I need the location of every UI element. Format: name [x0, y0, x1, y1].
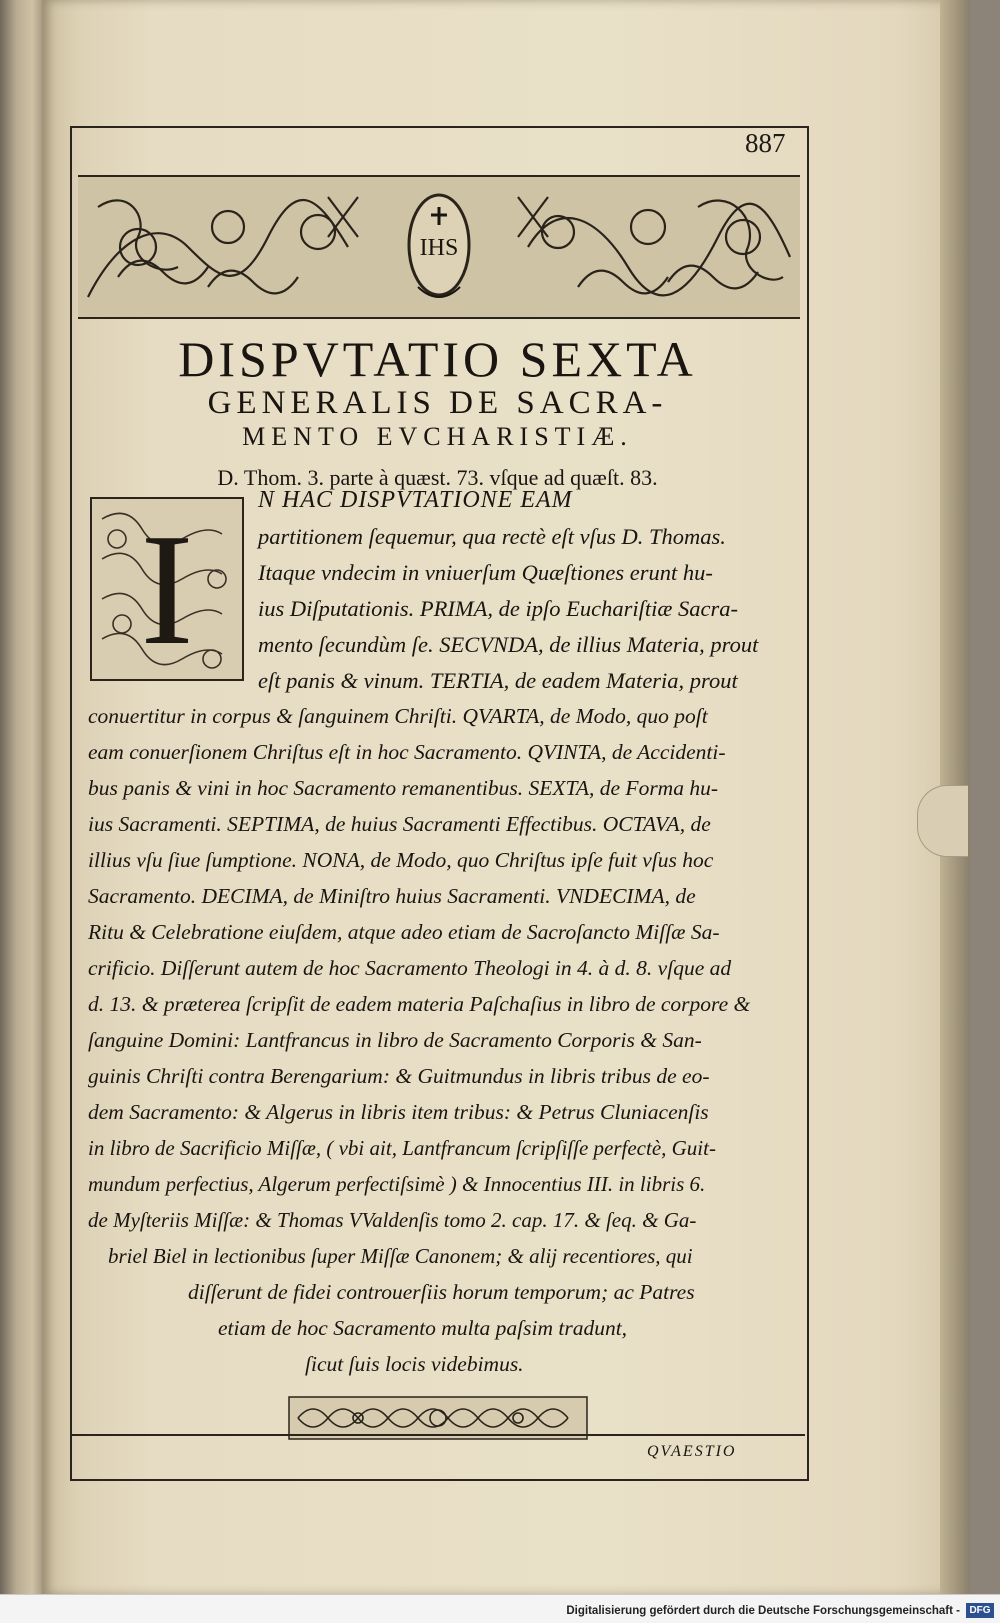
catchword-rule [70, 1434, 805, 1436]
body-line: diſſerunt de fidei controuerſiis horum temporum; ac Patres [188, 1280, 695, 1304]
body-line: briel Biel in lectionibus ſuper Miſſæ Canonem; & alij recentiores, qui [108, 1244, 693, 1268]
body-line: ſanguine Domini: Lantfrancus in libro de Sacramento Corporis & San- [88, 1028, 702, 1052]
body-line: eſt panis & vinum. TERTIA, de eadem Materia, prout [258, 668, 738, 693]
page-number: 887 [745, 128, 786, 158]
body-line: crificio. Diſſerunt autem de hoc Sacramento Theologi in 4. à d. 8. vſque ad [88, 956, 732, 980]
body-line: illius vſu ſiue ſumptione. NONA, de Modo, quo Chriſtus ipſe fuit vſus hoc [88, 848, 714, 872]
body-line: Sacramento. DECIMA, de Miniſtro huius Sacramenti. VNDECIMA, de [88, 884, 696, 908]
catchword: QVAESTIO [647, 1443, 737, 1460]
thomas-reference: D. Thom. 3. parte à quæst. 73. vſque ad quæſt. 83. [217, 465, 658, 490]
body-line: dem Sacramento: & Algerus in libris item tribus: & Petrus Cluniacenſis [88, 1100, 709, 1124]
body-line: eam conuerſionem Chriſtus eſt in hoc Sacramento. QVINTA, de Accidenti- [88, 740, 726, 764]
body-line: d. 13. & præterea ſcripſit de eadem materia Paſchaſius in libro de corpore & [88, 992, 751, 1016]
body-line: mundum perfectius, Algerum perfectiſsimè ) & Innocentius III. in libris 6. [88, 1172, 706, 1196]
left-page-edge [0, 0, 46, 1595]
thumb-tab [917, 785, 968, 857]
dfg-logo: DFG [966, 1603, 994, 1618]
headpiece-ornament-image [78, 177, 800, 317]
digitization-footer [0, 1594, 1000, 1623]
body-line: ius Diſputationis. PRIMA, de ipſo Euchariſtiæ Sacra- [258, 596, 738, 621]
decorated-initial [90, 497, 244, 681]
body-line: de Myſteriis Miſſæ: & Thomas VValdenſis tomo 2. cap. 17. & ſeq. & Ga- [88, 1208, 697, 1232]
body-line: partitionem ſequemur, qua rectè eſt vſus D. Thomas. [258, 524, 726, 549]
body-line: ſicut ſuis locis videbimus. [305, 1352, 524, 1376]
body-line: bus panis & vini in hoc Sacramento remanentibus. SEXTA, de Forma hu- [88, 776, 718, 800]
body-line: Itaque vndecim in vniuerſum Quæſtiones erunt hu- [258, 560, 713, 585]
disputation-subtitle-2: MENTO EVCHARISTIÆ. [242, 422, 633, 451]
disputation-subtitle-1: GENERALIS DE SACRA- [207, 385, 668, 421]
body-line: Ritu & Celebratione eiuſdem, atque adeo etiam de Sacroſancto Miſſæ Sa- [88, 920, 720, 944]
footer-credit: Digitalisierung gefördert durch die Deutsche Forschungsgemeinschaft - [566, 1605, 960, 1617]
initial-letter: I [140, 500, 194, 678]
body-line: N HAC DISPVTATIONE EAM [258, 487, 573, 513]
ornamental-headpiece [78, 175, 800, 319]
body-line: conuertitur in corpus & ſanguinem Chriſti. QVARTA, de Modo, quo poſt [88, 704, 708, 728]
body-line: ius Sacramenti. SEPTIMA, de huius Sacramenti Effectibus. OCTAVA, de [88, 812, 711, 836]
ihs-monogram: IHS [419, 235, 459, 261]
body-line: in libro de Sacrificio Miſſæ, ( vbi ait, Lantfrancum ſcripſiſſe perfectè, Guit- [88, 1136, 716, 1160]
disputation-title: DISPVTATIO SEXTA [178, 331, 697, 387]
body-line: guinis Chriſti contra Berengarium: & Guitmundus in libris tribus de eo- [88, 1064, 710, 1088]
body-line: mento ſecundùm ſe. SECVNDA, de illius Materia, prout [258, 632, 759, 657]
ornamental-tailpiece [288, 1396, 588, 1446]
body-line: etiam de hoc Sacramento multa paſsim tradunt, [218, 1316, 628, 1340]
